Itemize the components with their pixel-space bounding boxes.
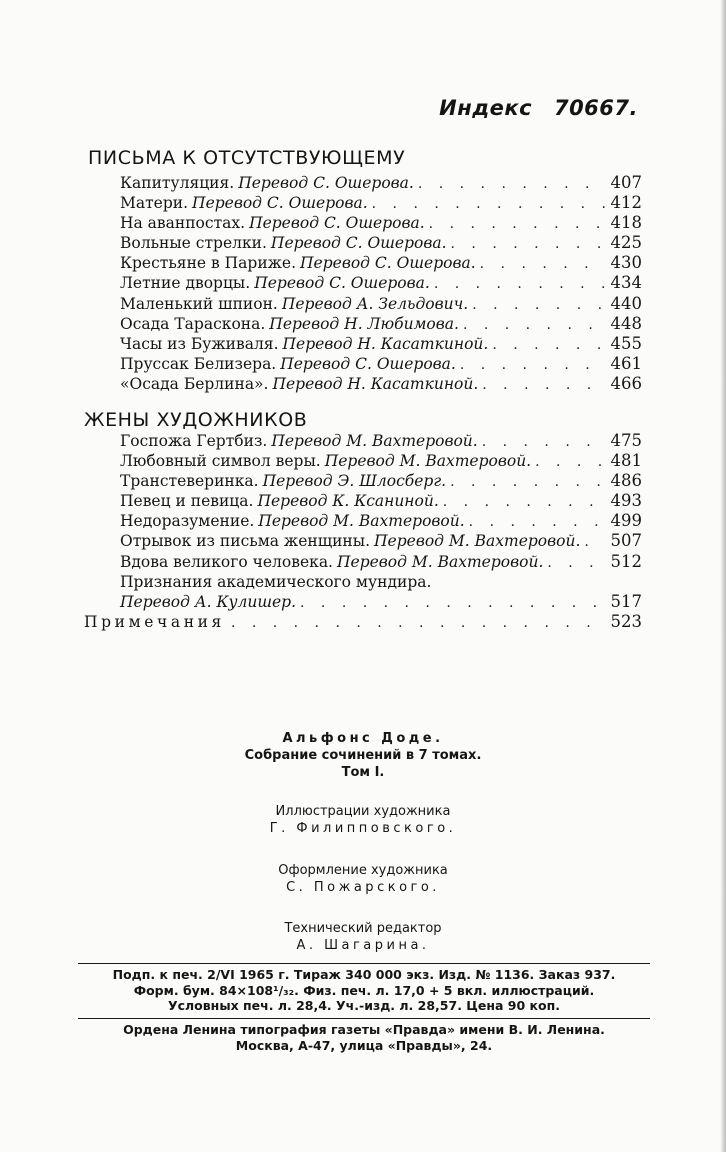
toc-entry-continuation xyxy=(120,592,642,612)
toc-entry xyxy=(120,552,642,572)
notes-label: Примечания xyxy=(84,613,225,631)
colophon-tech-editor xyxy=(0,920,726,954)
entry-page: 493 xyxy=(610,491,642,511)
section-title-artists-wives: ЖЕНЫ ХУДОЖНИКОВ xyxy=(84,409,308,431)
entry-page: 407 xyxy=(610,173,642,192)
entry-title: Маленький шпион. xyxy=(120,294,278,313)
index-label: Индекс xyxy=(439,96,533,120)
printer-line: Москва, А-47, улица «Правды», 24. xyxy=(235,1037,493,1053)
series-title: Собрание сочинений в 7 томах. xyxy=(244,748,482,763)
notes-page: 523 xyxy=(610,612,642,631)
tech-editor-label: Технический редактор xyxy=(284,921,442,936)
toc-entry xyxy=(120,193,642,213)
section-title-letters: ПИСЬМА К ОТСУТСТВУЮЩЕМУ xyxy=(88,147,406,169)
toc-entry xyxy=(120,471,642,491)
imprint-line: Подп. к печ. 2/VI 1965 г. Тираж 340 000 экз. Изд. № 1136. Заказ 937. xyxy=(112,967,616,982)
dot-leader xyxy=(460,355,605,375)
entry-translator: Перевод М. Вахтеровой. xyxy=(271,432,478,450)
entry-page: 499 xyxy=(610,511,642,531)
toc-entry xyxy=(120,354,642,374)
toc-list-letters xyxy=(120,173,642,394)
entry-page: 512 xyxy=(610,551,642,571)
dot-leader xyxy=(547,553,604,573)
entry-page: 461 xyxy=(610,353,642,373)
dot-leader xyxy=(372,194,605,214)
entry-title: Транстеверинка. xyxy=(120,472,259,491)
dot-leader xyxy=(434,274,605,294)
entry-page: 475 xyxy=(610,431,642,450)
toc-entry xyxy=(120,294,642,314)
entry-title: Часы из Буживаля. xyxy=(120,334,279,353)
entry-page: 486 xyxy=(610,471,642,491)
entry-page: 507 xyxy=(610,531,642,551)
entry-translator: Перевод С. Ошерова. xyxy=(254,274,430,293)
printer-line: Ордена Ленина типография газеты «Правда» имени В. И. Ленина. xyxy=(123,1022,605,1037)
entry-translator: Перевод М. Вахтеровой. xyxy=(258,512,465,531)
dot-leader xyxy=(429,214,605,234)
divider xyxy=(78,1018,650,1019)
entry-title: «Осада Берлина». xyxy=(120,374,269,393)
dot-leader xyxy=(482,432,605,452)
entry-page: 434 xyxy=(610,273,642,293)
toc-entry xyxy=(120,213,642,233)
colophon-illustrations xyxy=(0,803,726,837)
catalog-index xyxy=(439,96,638,120)
dot-leader xyxy=(482,375,604,395)
entry-page: 425 xyxy=(610,233,642,253)
dot-leader xyxy=(492,335,604,355)
entry-page: 517 xyxy=(610,591,642,611)
entry-translator: Перевод С. Ошерова. xyxy=(192,194,368,213)
imprint-line: Условных печ. л. 28,4. Уч.-изд. л. 28,57. Цена 90 коп. xyxy=(167,998,561,1013)
entry-title: Летние дворцы. xyxy=(120,274,251,293)
entry-translator: Перевод Э. Шлосберг. xyxy=(262,472,447,491)
entry-page: 448 xyxy=(610,313,642,333)
imprint-line: Форм. бум. 84×108¹/₃₂. Физ. печ. л. 17,0 + 5 вкл. иллюстраций. xyxy=(133,982,595,998)
colophon-edition xyxy=(0,730,726,781)
designer-name: С. Пожарского. xyxy=(286,880,440,895)
illustrations-label: Иллюстрации художника xyxy=(275,804,451,819)
entry-translator: Перевод М. Вахтеровой. xyxy=(374,532,581,551)
illustrator-name: Г. Филипповского. xyxy=(269,821,457,836)
author-name: Альфонс Доде. xyxy=(282,731,444,746)
entry-title: Крестьяне в Париже. xyxy=(120,254,297,273)
entry-translator: Перевод С. Ошерова. xyxy=(300,254,476,273)
entry-page: 412 xyxy=(610,193,642,213)
dot-leader xyxy=(450,472,604,492)
entry-title: Вольные стрелки. xyxy=(120,234,267,253)
toc-entry-title-line xyxy=(120,572,642,592)
entry-translator: Перевод С. Ошерова. xyxy=(238,174,414,192)
page-edge-shadow xyxy=(720,0,726,1152)
toc-list-artists-wives xyxy=(120,431,642,612)
design-label: Оформление художника xyxy=(278,863,448,878)
entry-translator: Перевод С. Ошерова. xyxy=(280,354,456,373)
entry-title: Любовный символ веры. xyxy=(120,452,321,471)
dot-leader xyxy=(418,174,605,194)
colophon-design xyxy=(0,862,726,896)
entry-translator: Перевод А. Зельдович. xyxy=(281,294,469,313)
entry-page: 481 xyxy=(610,451,642,471)
entry-title: Пруссак Белизера. xyxy=(120,354,277,373)
entry-translator: Перевод Н. Касаткиной. xyxy=(272,374,479,393)
toc-entry xyxy=(120,233,642,253)
entry-translator: Перевод Н. Любимова. xyxy=(269,314,459,333)
toc-entry xyxy=(120,451,642,471)
entry-title: Певец и певица. xyxy=(120,492,254,511)
entry-translator: Перевод К. Ксаниной. xyxy=(257,492,439,511)
divider xyxy=(78,963,650,964)
entry-translator: Перевод М. Вахтеровой. xyxy=(324,452,532,471)
dot-leader xyxy=(535,452,604,472)
volume-number: Том I. xyxy=(341,765,385,780)
toc-entry xyxy=(120,431,642,451)
toc-entry xyxy=(120,314,642,334)
index-number: 70667. xyxy=(553,96,638,120)
entry-page: 455 xyxy=(610,333,642,353)
entry-translator: Перевод С. Ошерова. xyxy=(249,214,425,233)
toc-entry xyxy=(120,173,642,193)
entry-title: Матери. xyxy=(120,194,189,213)
entry-page: 466 xyxy=(610,373,642,393)
dot-leader xyxy=(472,295,604,315)
entry-title: Отрывок из письма женщины. xyxy=(120,532,371,551)
toc-entry-notes xyxy=(84,612,642,634)
entry-title: На аванпостах. xyxy=(120,214,246,233)
tech-editor-name: А. Шагарина. xyxy=(296,938,430,953)
toc-entry xyxy=(120,273,642,293)
dot-leader xyxy=(584,532,604,552)
entry-title: Госпожа Гертбиз. xyxy=(120,432,268,450)
toc-entry xyxy=(120,374,642,394)
entry-translator: Перевод А. Кулишер. xyxy=(120,592,297,611)
dot-leader xyxy=(443,492,605,512)
toc-entry xyxy=(120,334,642,354)
entry-title: Недоразумение. xyxy=(120,512,255,531)
entry-page: 418 xyxy=(610,213,642,233)
dot-leader xyxy=(300,593,604,613)
printer-info xyxy=(78,1022,650,1053)
imprint-details xyxy=(78,967,650,1014)
dot-leader xyxy=(463,315,605,335)
entry-translator: Перевод М. Вахтеровой. xyxy=(337,552,544,571)
dot-leader xyxy=(231,615,605,635)
entry-page: 430 xyxy=(610,253,642,273)
dot-leader xyxy=(480,254,605,274)
toc-entry xyxy=(120,491,642,511)
toc-entry xyxy=(120,531,642,551)
entry-title: Вдова великого человека. xyxy=(120,552,333,571)
dot-leader xyxy=(451,234,605,254)
dot-leader xyxy=(469,512,605,532)
entry-title: Осада Тараскона. xyxy=(120,314,266,333)
toc-entry xyxy=(120,511,642,531)
entry-title: Признания академического мундира. xyxy=(120,572,432,591)
entry-page: 440 xyxy=(610,293,642,313)
toc-entry xyxy=(120,253,642,273)
entry-translator: Перевод Н. Касаткиной. xyxy=(282,334,489,353)
entry-translator: Перевод С. Ошерова. xyxy=(270,234,447,253)
entry-title: Капитуляция. xyxy=(120,174,235,192)
